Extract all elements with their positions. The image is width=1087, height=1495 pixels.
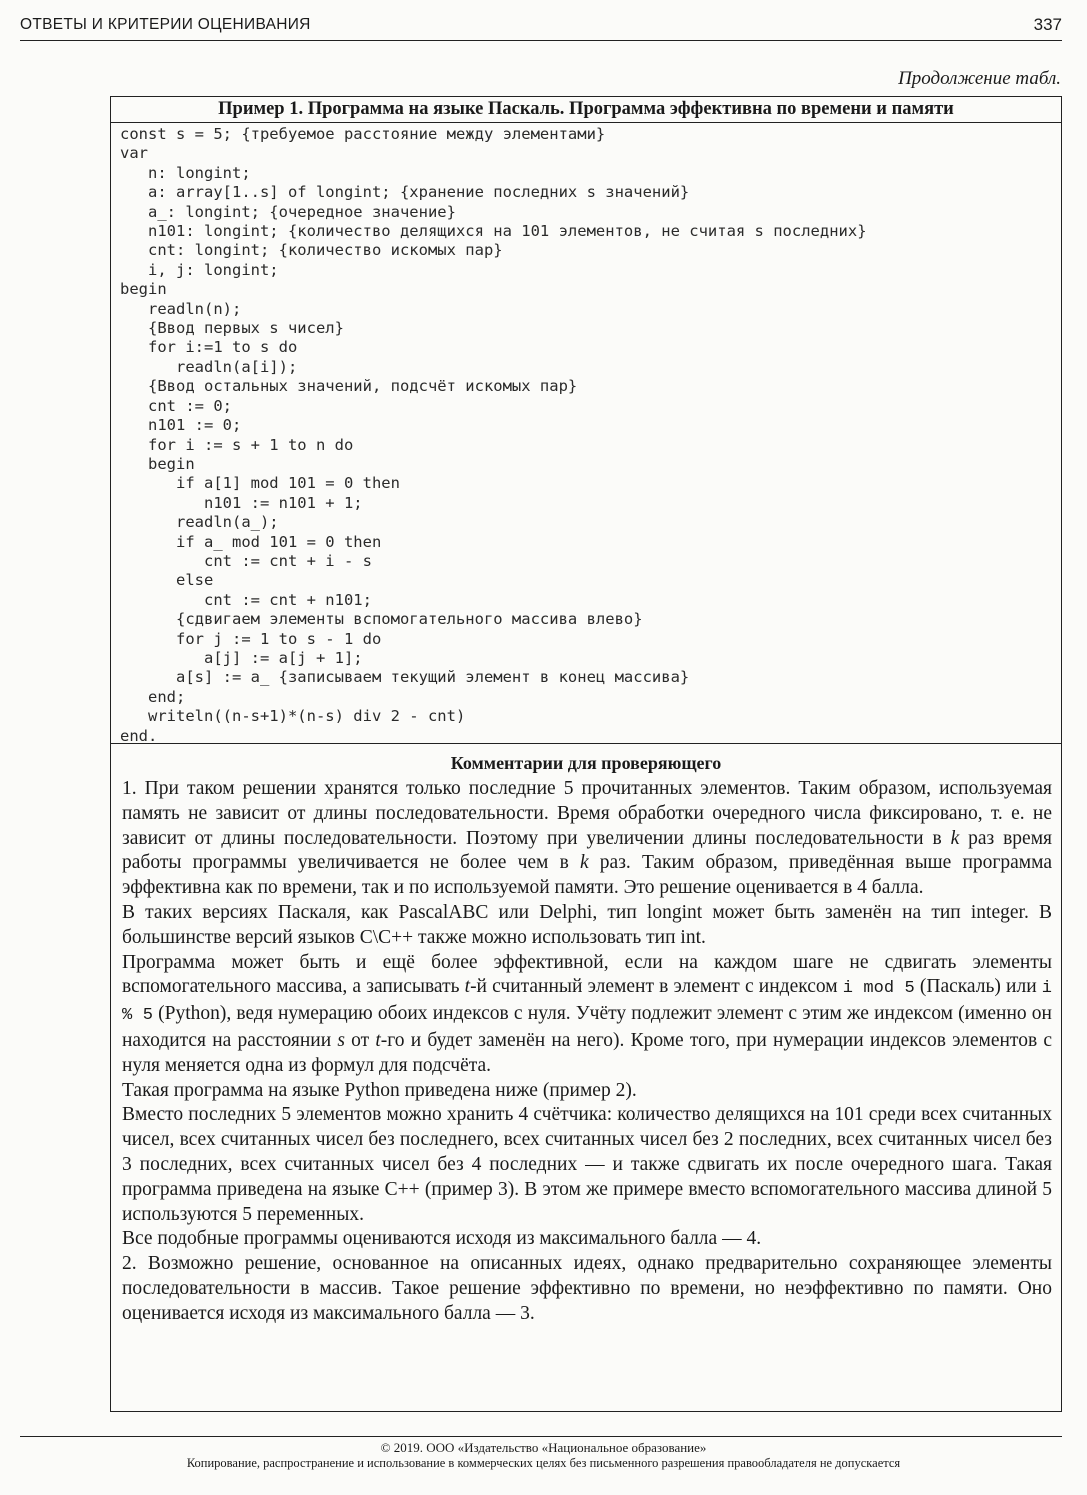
footer-copyright: © 2019. ООО «Издательство «Национальное образование» (380, 1440, 707, 1455)
code-line: n: longint; (120, 163, 251, 182)
footer-divider (20, 1436, 1062, 1437)
comment-paragraph-6: Все подобные программы оцениваются исходя из максимального балла — 4. (122, 1228, 762, 1250)
code-line: writeln((n-s+1)*(n-s) div 2 - cnt) (120, 707, 466, 726)
code-line: a[s] := a_ {записываем текущий элемент в конец массива} (120, 668, 690, 687)
code-line: for j := 1 to s - 1 do (120, 629, 382, 648)
comment-paragraph-2: В таких версиях Паскаля, как PascalABC или Delphi, тип longint может быть заменён на тип integer. В большинстве версий языков C\C++ также можно использовать тип int. (122, 901, 1052, 948)
code-line: a[j] := a[j + 1]; (120, 648, 363, 667)
code-line: n101 := 0; (120, 416, 242, 435)
comment-paragraph-4: Такая программа на языке Python приведена ниже (пример 2). (122, 1079, 637, 1101)
code-line: n101: longint; {количество делящихся на 101 элементов, не считая s последних} (120, 222, 867, 241)
code-line: begin (120, 454, 195, 473)
comment-paragraph-1: 1. При таком решении хранятся только последние 5 прочитанных элементов. Таким образом, используемая память не зависит от длины последовательности. Время обработки очередного числа фиксировано, т. е. не зависит от длины последовательности. Поэтому при увеличении длины последовательности в k раз время работы программы увеличивается не более чем в k раз. Таким образом, приведённая выше программа эффективна как по времени, так и по используемой памяти. Это решение оценивается в 4 балла. (122, 778, 1053, 899)
code-listing (111, 123, 1061, 744)
code-line: a: array[1..s] of longint; {хранение последних s значений} (120, 183, 690, 202)
page-number: 337 (1033, 15, 1062, 34)
footer-notice: Копирование, распространение и использование в коммерческих целях без письменного разрешения правообладателя не допускается (186, 1456, 901, 1470)
comment-paragraph-7: 2. Возможно решение, основанное на описанных идеях, однако предварительно сохраняющее элементы последовательности в массив. Такое решение эффективно по времени, но неэффективно по памяти. Оно оценивается исходя из максимального балла — 3. (122, 1253, 1052, 1324)
code-line: {Ввод первых s чисел} (120, 319, 344, 338)
code-line: end; (120, 687, 186, 706)
code-line: cnt := 0; (120, 396, 232, 415)
code-line: {Ввод остальных значений, подсчёт искомых пар} (120, 377, 578, 396)
comments-title: Комментарии для проверяющего (450, 753, 722, 773)
comments-body (111, 777, 1061, 1327)
code-line: {сдвигаем элементы вспомогательного массива влево} (120, 610, 643, 629)
code-line: const s = 5; {требуемое расстояние между элементами} (120, 125, 606, 143)
code-line: cnt: longint; {количество искомых пар} (120, 241, 503, 260)
code-line: begin (120, 280, 167, 299)
code-line: if a[1] mod 101 = 0 then (120, 474, 400, 493)
code-line: readln(a[i]); (120, 357, 298, 376)
code-line: else (120, 571, 214, 590)
example-title: Пример 1. Программа на языке Паскаль. Программа эффективна по времени и памяти (111, 97, 1061, 123)
comment-paragraph-5: Вместо последних 5 элементов можно хранить 4 счётчика: количество делящихся на 101 среди всех считанных чисел, всех считанных чисел без последнего, всех считанных чисел без 2 последних, всех считанных чисел без 3 последних, всех считанных чисел без 4 последних — и также сдвигать их после очередного шага. Такая программа приведена на языке C++ (пример 3). В этом же примере вместо вспомогательного массива длиной 5 используются 5 переменных. (122, 1104, 1052, 1225)
code-line: cnt := cnt + n101; (120, 590, 372, 609)
section-title: ОТВЕТЫ И КРИТЕРИИ ОЦЕНИВАНИЯ (20, 16, 311, 33)
code-line: for i:=1 to s do (120, 338, 298, 357)
code-line: i, j: longint; (120, 260, 279, 279)
code-line: n101 := n101 + 1; (120, 493, 363, 512)
code-line: var (120, 144, 148, 163)
example-table (110, 96, 1062, 1412)
table-continuation-label: Продолжение табл. (898, 68, 1061, 89)
code-line: if a_ mod 101 = 0 then (120, 532, 382, 551)
code-line: a_: longint; {очередное значение} (120, 202, 456, 221)
code-line: for i := s + 1 to n do (120, 435, 354, 454)
code-line: readln(a_); (120, 513, 279, 532)
code-line: cnt := cnt + i - s (120, 551, 372, 570)
code-line: readln(n); (120, 299, 242, 318)
code-line: end. (120, 726, 158, 745)
comment-paragraph-3: Программа может быть и ещё более эффективной, если на каждом шаге не сдвигать элементы вспомогательного массива, а записывать t-й считанный элемент в элемент с индексом i mod 5 (Паскаль) или i % 5 (Python), ведя нумерацию обоих индексов с нуля. Учёту подлежит элемент с этим же индексом (именно он находится на расстоянии s от t-го и будет заменён на него). Кроме того, при нумерации индексов элементов с нуля меняется одна из формул для подсчёта. (122, 951, 1053, 1076)
page-header (20, 14, 1062, 41)
